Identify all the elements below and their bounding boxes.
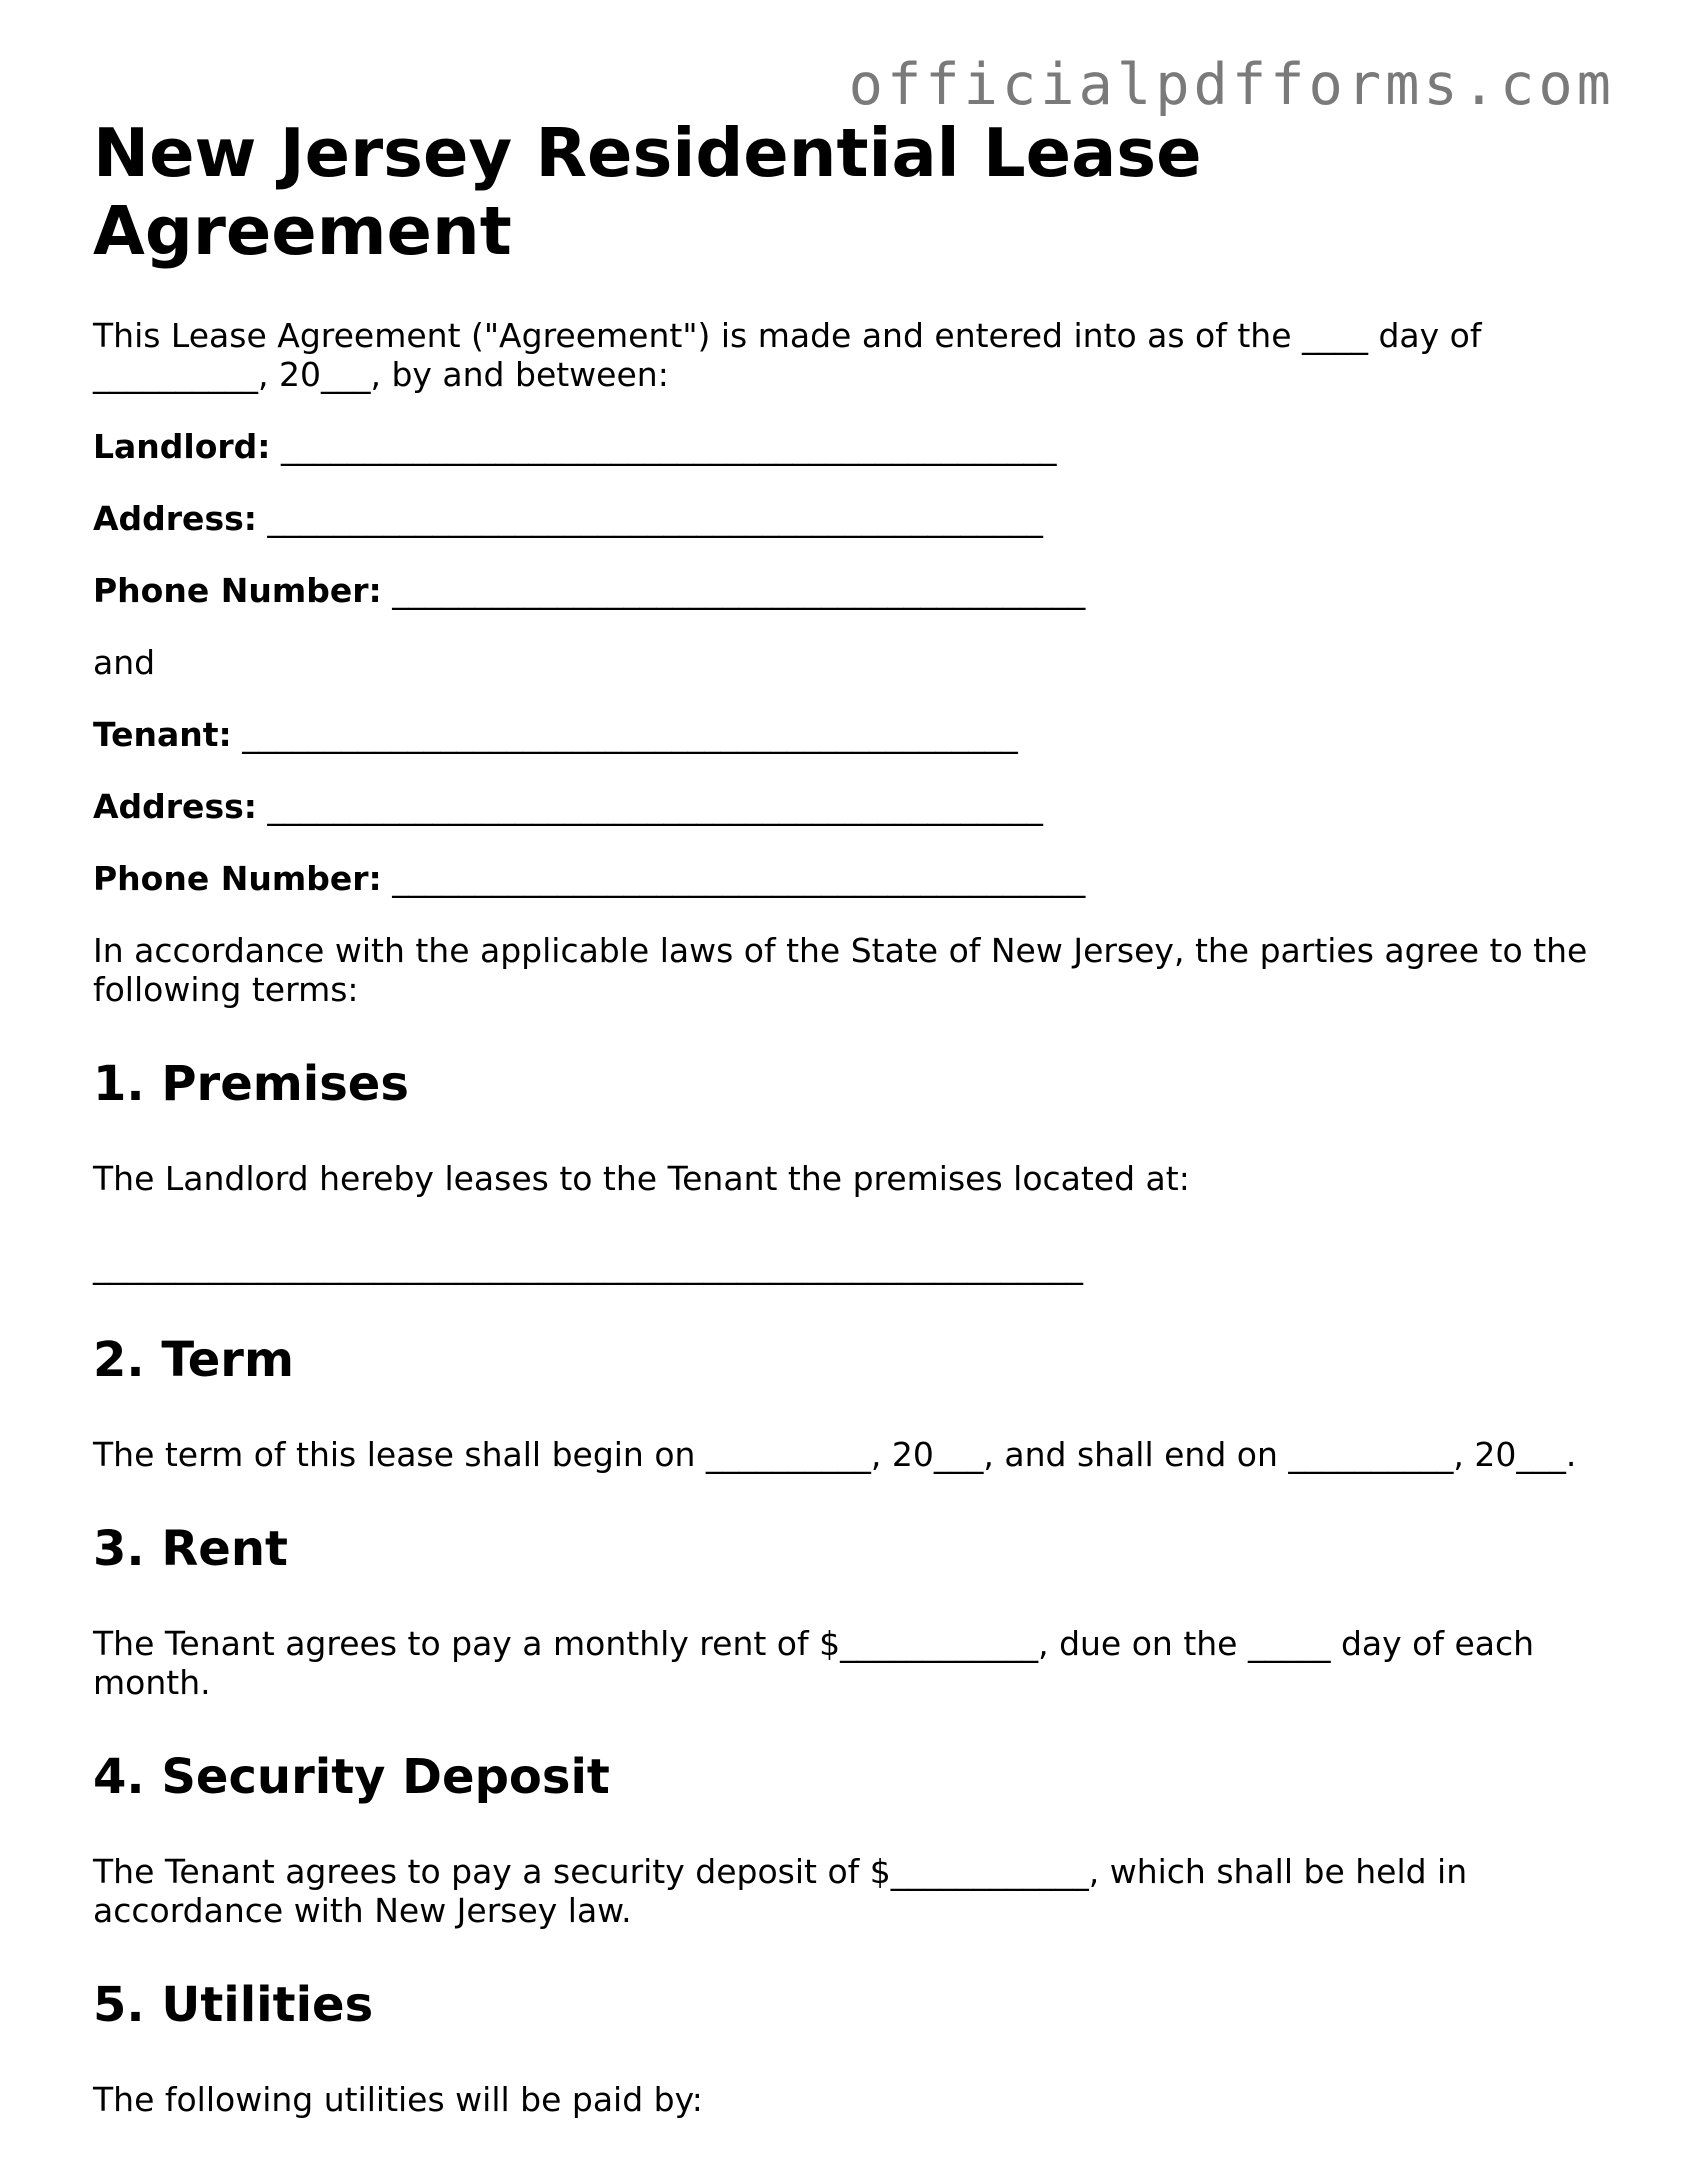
tenant-name-blank[interactable]: _______________________________________________ xyxy=(242,715,1018,754)
and-text: and xyxy=(93,643,156,682)
tenant-name-field xyxy=(93,715,1613,754)
landlord-phone-label: Phone Number: xyxy=(93,571,382,610)
tenant-phone-blank[interactable]: __________________________________________ xyxy=(392,859,1086,898)
watermark: officialpdfforms.com xyxy=(848,52,1615,118)
section-term-heading: 2. Term xyxy=(93,1332,294,1388)
section-term-text: The term of this lease shall begin on __________, 20___, and shall end on __________, 20___. xyxy=(93,1435,1577,1474)
tenant-phone-label: Phone Number: xyxy=(93,859,382,898)
section-premises-heading: 1. Premises xyxy=(93,1056,409,1112)
tenant-address-label: Address: xyxy=(93,787,257,826)
section-utilities-text: The following utilities will be paid by: xyxy=(93,2080,703,2119)
tenant-name-label: Tenant: xyxy=(93,715,232,754)
landlord-address-label: Address: xyxy=(93,499,257,538)
tenant-address-blank[interactable]: _______________________________________________ xyxy=(267,787,1043,826)
premises-address-blank[interactable]: ____________________________________________________________ xyxy=(93,1246,1083,1285)
landlord-name-label: Landlord: xyxy=(93,427,271,466)
landlord-phone-field xyxy=(93,571,1613,610)
landlord-name-field xyxy=(93,427,1613,466)
section-utilities-heading: 5. Utilities xyxy=(93,1977,374,2033)
document-title: New Jersey Residential Lease Agreement xyxy=(93,114,1202,270)
tenant-phone-field xyxy=(93,859,1613,898)
section-rent-heading: 3. Rent xyxy=(93,1521,288,1577)
landlord-address-field xyxy=(93,499,1613,538)
lease-document xyxy=(93,114,1613,2152)
section-deposit-heading: 4. Security Deposit xyxy=(93,1749,610,1805)
section-rent-text: The Tenant agrees to pay a monthly rent of $____________, due on the _____ day of each month. xyxy=(93,1624,1535,1702)
landlord-address-blank[interactable]: _______________________________________________ xyxy=(267,499,1043,538)
section-deposit-text: The Tenant agrees to pay a security deposit of $____________, which shall be held in accordance with New Jersey law. xyxy=(93,1852,1468,1930)
section-premises-text: The Landlord hereby leases to the Tenant the premises located at: xyxy=(93,1159,1190,1198)
landlord-name-blank[interactable]: _______________________________________________ xyxy=(281,427,1057,466)
terms-intro: In accordance with the applicable laws of the State of New Jersey, the parties agree to the following terms: xyxy=(93,931,1588,1009)
landlord-phone-blank[interactable]: __________________________________________ xyxy=(392,571,1086,610)
intro-paragraph: This Lease Agreement ("Agreement") is made and entered into as of the ____ day of __________, 20___, by and between: xyxy=(93,316,1482,394)
tenant-address-field xyxy=(93,787,1613,826)
